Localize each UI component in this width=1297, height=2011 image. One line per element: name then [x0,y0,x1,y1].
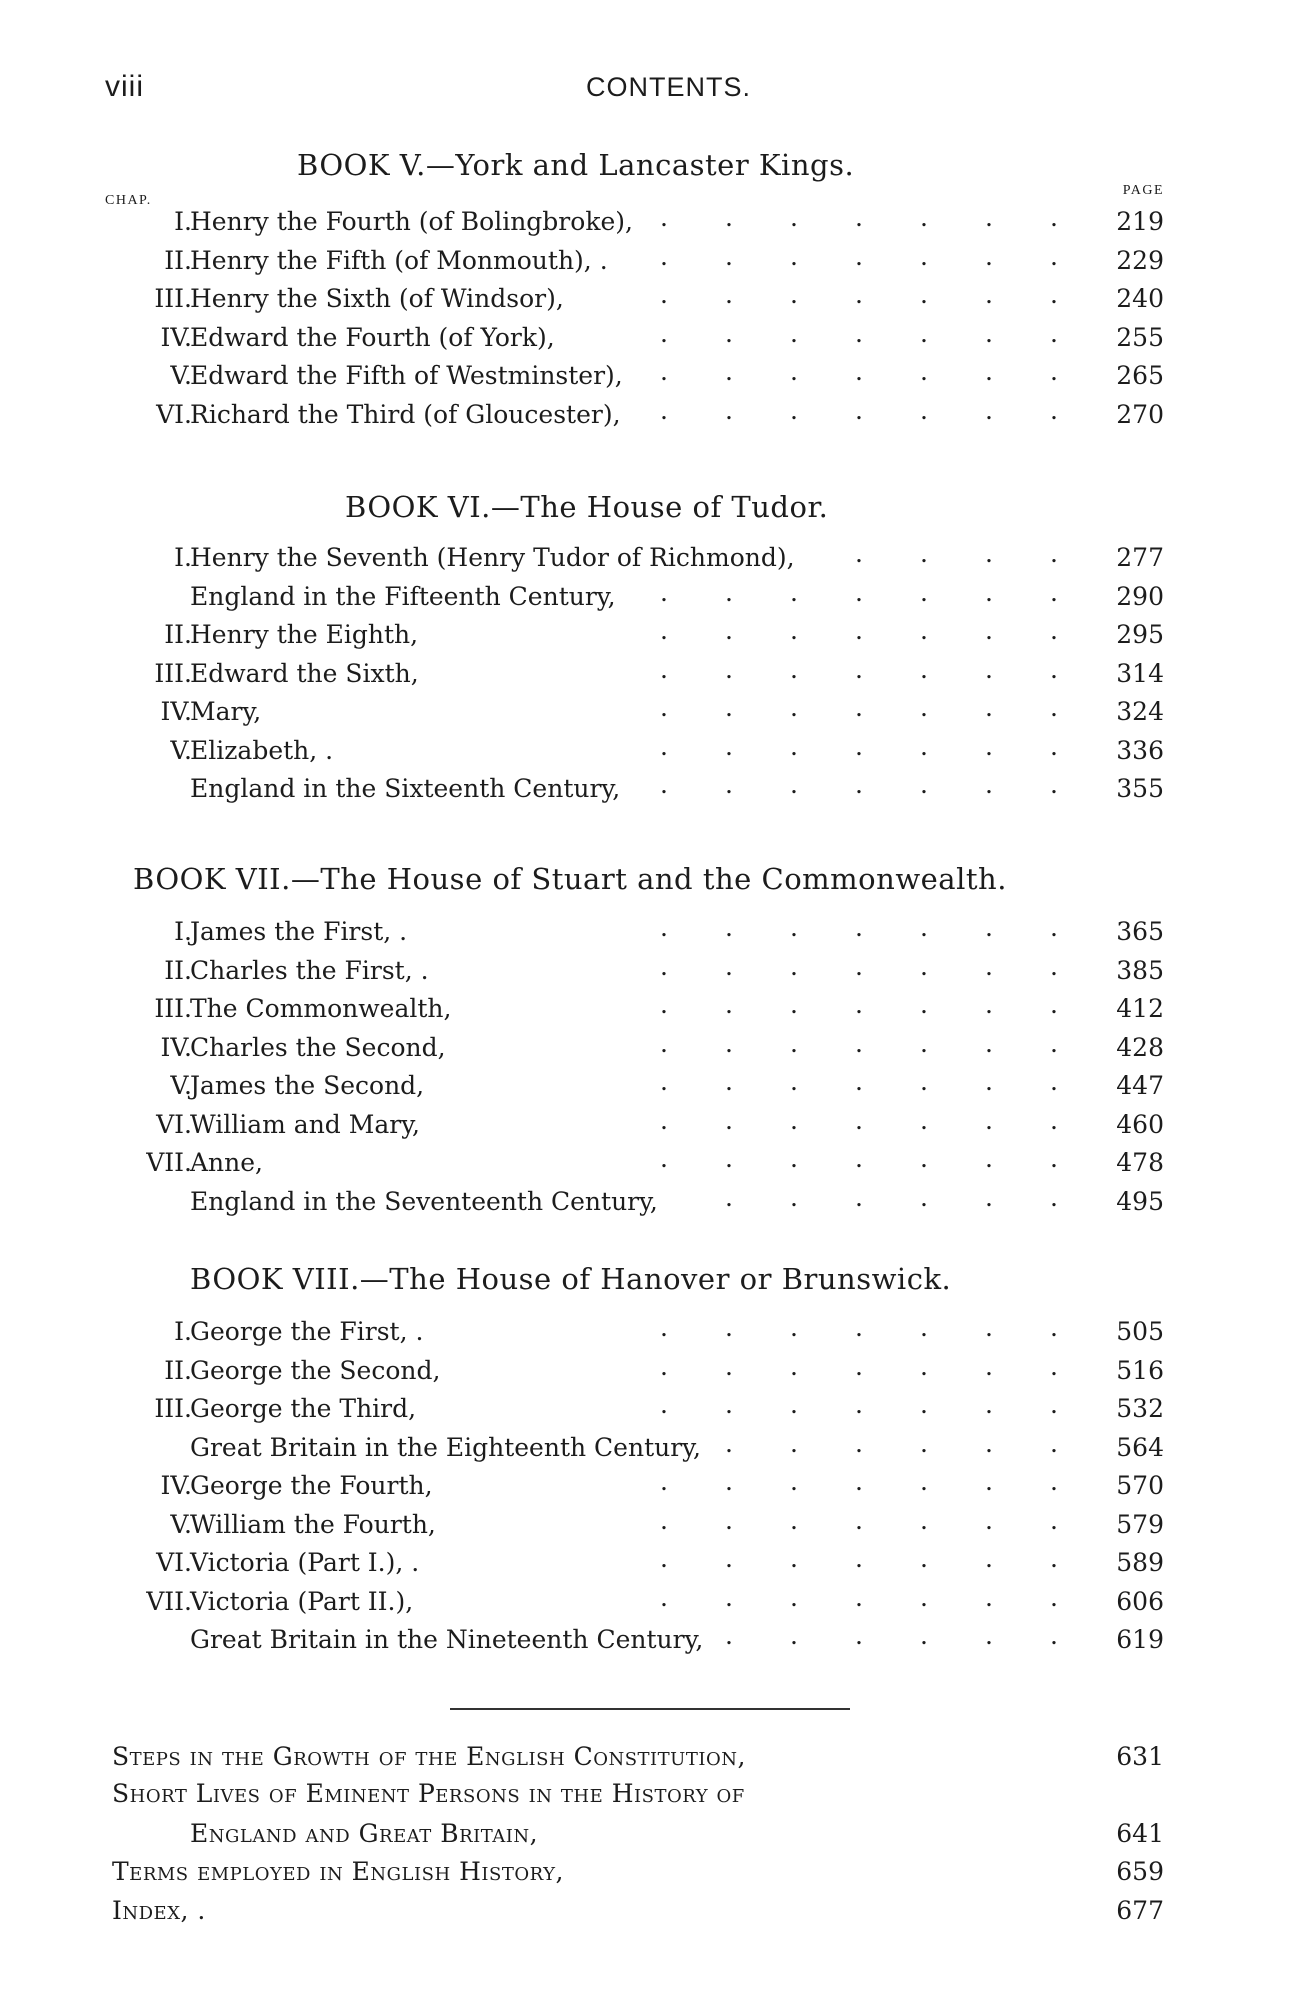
chapter-title: England in the Fifteenth Century, [190,581,616,611]
toc-entry[interactable] [0,1582,1297,1625]
appendix-entry[interactable] [0,1819,1297,1857]
dot-leader: . . . . . . . [660,1313,1058,1342]
chapter-number: III. [154,658,192,688]
chapter-title: Charles the Second, [190,1032,446,1062]
toc-entry[interactable] [0,395,1297,438]
toc-entry[interactable] [0,1544,1297,1586]
toc-entry[interactable] [0,203,1297,245]
page-number-ref: 579 [1116,1509,1164,1539]
chapter-title: Henry the Fifth (of Monmouth), . [190,245,608,275]
page-number-ref: 659 [1116,1857,1164,1886]
page-number-ref: 219 [1116,207,1164,236]
book-heading: BOOK VI.—The House of Tudor. [345,490,829,524]
dot-leader: . . . . . . . [660,280,1058,309]
chapter-title: Anne, [190,1148,263,1177]
chapter-number: II. [164,620,192,649]
toc-entry[interactable] [0,1621,1297,1663]
chapter-title: England in the Sixteenth Century, [190,774,621,803]
chapter-number: IV. [160,1471,192,1500]
toc-entry[interactable] [0,318,1297,361]
chapter-number: III. [154,284,192,313]
chapter-number: II. [164,245,192,275]
dot-leader: . . . . . . . [660,951,1058,981]
dot-leader: . . . . . . . [660,1351,1058,1381]
chapter-title: Edward the Fourth (of York), [190,322,555,352]
chapter-title: James the Second, [190,1071,425,1100]
chapter-number: III. [154,1394,192,1423]
page-number-ref: 460 [1116,1109,1164,1139]
appendix-title: Short Lives of Eminent Persons in the History of [112,1779,745,1808]
toc-entry[interactable] [0,539,1297,581]
chapter-title: Henry the Seventh (Henry Tudor of Richmond), [190,543,795,572]
page-column-label: PAGE [1122,183,1164,198]
page-number-ref: 255 [1116,322,1164,352]
dot-leader: . . . . . . . [660,1582,1058,1612]
page-number: viii [105,70,144,103]
chapter-number: IV. [160,1032,192,1062]
dot-leader: . . . . . . . [660,203,1058,232]
book-heading: BOOK VIII.—The House of Hanover or Brunswick. [190,1262,952,1296]
page-number-ref: 385 [1116,955,1164,985]
page-number-ref: 606 [1116,1586,1164,1616]
chapter-number: II. [164,955,192,985]
dot-leader: . . . . . . . [660,616,1058,645]
page-number-ref: 619 [1116,1625,1164,1654]
chapter-title: Henry the Fourth (of Bolingbroke), [190,207,633,236]
chapter-title: Charles the First, . [190,955,429,985]
book-heading: BOOK V.—York and Lancaster Kings. [297,148,855,182]
dot-leader: . . . . . . . [660,395,1058,425]
toc-entry[interactable] [0,1351,1297,1394]
page-number-ref: 447 [1116,1071,1164,1100]
chapter-number: I. [174,207,192,236]
chapter-title: George the First, . [190,1317,424,1346]
appendix-title: Steps in the Growth of the English Constitution, [112,1742,746,1771]
chapter-title: Great Britain in the Nineteenth Century, [190,1625,704,1654]
dot-leader: . . . . . . . [660,654,1058,684]
chapter-number: III. [154,994,192,1023]
chapter-title: George the Third, [190,1394,417,1423]
section-divider [450,1708,850,1710]
page-number-ref: 295 [1116,620,1164,649]
toc-entry[interactable] [0,913,1297,955]
toc-entry[interactable] [0,1067,1297,1109]
page-number-ref: 641 [1116,1819,1164,1848]
page-number-ref: 324 [1116,697,1164,726]
toc-entry[interactable] [0,693,1297,735]
toc-entry[interactable] [0,654,1297,697]
toc-entry[interactable] [0,1182,1297,1225]
dot-leader: . . . . . . . [660,1544,1058,1573]
chapter-title: William and Mary, [190,1109,420,1139]
chapter-number: V. [170,361,192,390]
dot-leader: . . . . . . . [660,1067,1058,1096]
chapter-title: The Commonwealth, [190,994,452,1023]
chapter-number: VII. [146,1148,192,1177]
page-number-ref: 270 [1116,399,1164,429]
page-number-ref: 290 [1116,581,1164,611]
chapter-title: George the Fourth, [190,1471,433,1500]
page-number-ref: 564 [1116,1432,1164,1462]
chapter-title: James the First, . [190,917,408,946]
dot-leader: . . . . . . [725,1428,1058,1458]
page-number-ref: 365 [1116,917,1164,946]
dot-leader: . . . . . . . [660,1028,1058,1058]
toc-entry[interactable] [0,990,1297,1032]
page-header [0,70,1297,110]
page-number-ref: 265 [1116,361,1164,390]
chapter-number: VII. [146,1586,192,1616]
chapter-title: Henry the Sixth (of Windsor), [190,284,564,313]
toc-entry[interactable] [0,770,1297,812]
appendix-entry[interactable] [0,1896,1297,1934]
toc-entry[interactable] [0,731,1297,774]
appendix-title: Index, . [112,1896,206,1925]
toc-entry[interactable] [0,577,1297,620]
appendix-title: Terms employed in English History, [112,1857,564,1886]
chapter-number: VI. [156,399,192,429]
chapter-title: George the Second, [190,1355,441,1385]
dot-leader: . . . . . . . [660,1467,1058,1496]
page-number-ref: 229 [1116,245,1164,275]
toc-entry[interactable] [0,1028,1297,1071]
toc-entry[interactable] [0,1144,1297,1186]
chapter-title: Victoria (Part II.), [190,1586,414,1616]
dot-leader: . . . . . . . [660,731,1058,761]
dot-leader: . . . . . . . [660,1144,1058,1173]
appendix-entry[interactable] [0,1857,1297,1895]
chap-column-label: CHAP. [105,193,152,208]
dot-leader: . . . . . . . [660,318,1058,348]
dot-leader: . . . . . . . [660,1105,1058,1135]
page-number-ref: 478 [1116,1148,1164,1177]
toc-entry[interactable] [0,1390,1297,1432]
page-number-ref: 355 [1116,774,1164,803]
appendix-title: England and Great Britain, [190,1819,539,1848]
toc-entry[interactable] [0,1428,1297,1471]
dot-leader: . . . . . . . [660,913,1058,942]
chapter-number: V. [170,735,192,765]
chapter-number: IV. [160,697,192,726]
chapter-title: Henry the Eighth, [190,620,419,649]
chapter-title: Great Britain in the Eighteenth Century, [190,1432,701,1462]
dot-leader: . . . . . . . [660,241,1058,271]
chapter-number: I. [174,917,192,946]
toc-entry[interactable] [0,1313,1297,1355]
chapter-number: I. [174,1317,192,1346]
chapter-number: V. [170,1071,192,1100]
toc-entry[interactable] [0,357,1297,399]
page-number-ref: 570 [1116,1471,1164,1500]
toc-entry[interactable] [0,1105,1297,1148]
chapter-title: Victoria (Part I.), . [190,1548,420,1577]
toc-entry[interactable] [0,280,1297,322]
dot-leader: . . . . . . [725,1621,1058,1650]
page-number-ref: 277 [1116,543,1164,572]
toc-entry[interactable] [0,951,1297,994]
chapter-title: William the Fourth, [190,1509,436,1539]
chapter-title: Edward the Sixth, [190,658,419,688]
chapter-title: Richard the Third (of Gloucester), [190,399,621,429]
page-number-ref: 532 [1116,1394,1164,1423]
page-number-ref: 314 [1116,658,1164,688]
dot-leader: . . . . . . . [660,577,1058,607]
toc-entry[interactable] [0,1505,1297,1548]
page-number-ref: 505 [1116,1317,1164,1346]
dot-leader: . . . . . . [725,1182,1058,1212]
dot-leader: . . . . . . . [660,357,1058,386]
chapter-title: Mary, [190,697,262,726]
toc-entry[interactable] [0,241,1297,284]
chapter-number: VI. [156,1109,192,1139]
chapter-title: Elizabeth, . [190,735,334,765]
page-number-ref: 631 [1116,1742,1164,1771]
dot-leader: . . . . . . . [660,1505,1058,1535]
chapter-title: England in the Seventeenth Century, [190,1186,658,1216]
page-number-ref: 428 [1116,1032,1164,1062]
toc-entry[interactable] [0,1467,1297,1509]
chapter-number: II. [164,1355,192,1385]
dot-leader: . . . . . . . [660,1390,1058,1419]
chapter-number: VI. [156,1548,192,1577]
dot-leader: . . . . . . . [660,770,1058,799]
page-number-ref: 336 [1116,735,1164,765]
toc-entry[interactable] [0,616,1297,658]
dot-leader: . . . . . . . [660,693,1058,722]
page-number-ref: 495 [1116,1186,1164,1216]
chapter-number: IV. [160,322,192,352]
dot-leader: . . . . . . . [660,990,1058,1019]
dot-leader: . . . . [855,539,1058,568]
running-title: CONTENTS. [585,72,751,102]
appendix-entry[interactable] [0,1742,1297,1780]
page-number-ref: 412 [1116,994,1164,1023]
chapter-number: I. [174,543,192,572]
appendix-entry[interactable] [0,1779,1297,1817]
chapter-number: V. [170,1509,192,1539]
book-heading: BOOK VII.—The House of Stuart and the Commonwealth. [133,862,1007,896]
page-number-ref: 240 [1116,284,1164,313]
page-number-ref: 589 [1116,1548,1164,1577]
page-number-ref: 677 [1116,1896,1164,1925]
page-number-ref: 516 [1116,1355,1164,1385]
chapter-title: Edward the Fifth of Westminster), [190,361,623,390]
